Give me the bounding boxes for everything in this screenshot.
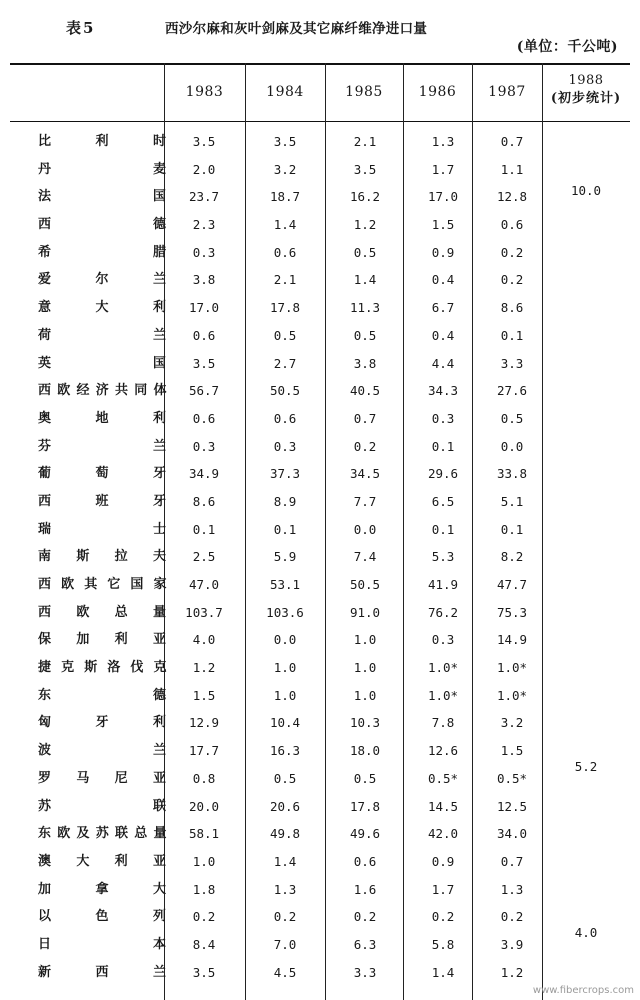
value-cell: 0.0 <box>273 632 297 648</box>
table-row <box>0 377 640 405</box>
value-cell: 1.0* <box>427 660 459 676</box>
value-cell: 37.3 <box>269 466 301 482</box>
value-cell: 8.6 <box>192 493 216 509</box>
value-cell: 0.8 <box>192 770 216 786</box>
value-cell: 3.8 <box>353 355 377 371</box>
value-cell: 17.7 <box>188 743 220 759</box>
header-year-1983: 1983 <box>185 84 224 100</box>
value-cell: 6.3 <box>353 936 377 952</box>
table-row <box>0 294 640 322</box>
value-cell: 2.1 <box>273 272 297 288</box>
value-cell: 17.8 <box>349 798 381 814</box>
value-cell: 1.3 <box>431 134 455 149</box>
value-cell: 27.6 <box>496 383 528 399</box>
value-cell: 17.8 <box>269 300 301 316</box>
value-cell: 0.5 <box>353 770 377 786</box>
value-cell: 34.5 <box>349 466 381 482</box>
table-row <box>0 460 640 488</box>
value-cell: 0.6 <box>500 217 524 233</box>
table-row <box>0 543 640 571</box>
value-cell: 1.4 <box>353 272 377 288</box>
watermark: www.fibercrops.com <box>532 985 634 996</box>
value-cell: 1.0* <box>496 660 528 676</box>
value-cell: 17.0 <box>188 300 220 316</box>
value-cell: 0.5 <box>273 327 297 343</box>
value-cell: 8.4 <box>192 936 216 952</box>
country-name: 西欧其它国家 <box>38 577 166 592</box>
table-body <box>0 128 640 986</box>
value-cell: 16.2 <box>349 189 381 205</box>
country-name: 芬兰 <box>38 438 166 454</box>
value-cell: 50.5 <box>349 577 381 592</box>
value-cell: 1.0 <box>353 687 377 703</box>
table-row <box>0 599 640 627</box>
country-name: 以色列 <box>38 909 166 925</box>
value-cell: 1.3 <box>500 881 524 897</box>
value-cell: 18.0 <box>349 743 381 759</box>
value-cell: 0.5 <box>353 244 377 260</box>
value-cell: 1.0 <box>273 687 297 703</box>
country-name: 意大利 <box>38 300 166 316</box>
header-year-1988 <box>542 72 630 108</box>
value-cell: 0.2 <box>500 272 524 288</box>
value-cell: 2.1 <box>353 134 377 149</box>
value-cell: 1.4 <box>273 853 297 869</box>
table-row <box>0 876 640 904</box>
value-cell: 76.2 <box>427 604 459 620</box>
value-cell: 0.5* <box>427 770 459 786</box>
value-cell: 3.5 <box>353 161 377 177</box>
value-cell: 0.1 <box>431 438 455 454</box>
value-cell: 50.5 <box>269 383 301 399</box>
header-year-1987: 1987 <box>488 84 526 100</box>
value-cell: 23.7 <box>188 189 220 205</box>
table-row <box>0 682 640 710</box>
country-name: 葡萄牙 <box>38 466 166 482</box>
country-name: 荷兰 <box>38 327 166 343</box>
table-row <box>0 571 640 599</box>
country-name: 西德 <box>38 217 166 233</box>
table-row <box>0 156 640 184</box>
value-cell: 12.6 <box>427 743 459 759</box>
value-cell: 7.8 <box>431 715 455 731</box>
value-cell: 0.2 <box>192 909 216 925</box>
value-cell: 3.9 <box>500 936 524 952</box>
value-cell: 1.2 <box>353 217 377 233</box>
value-cell: 0.3 <box>192 244 216 260</box>
table-row <box>0 266 640 294</box>
value-cell: 1.0* <box>427 687 459 703</box>
value-cell: 0.6 <box>192 327 216 343</box>
value-cell: 14.9 <box>496 632 528 648</box>
value-cell: 103.7 <box>185 604 223 620</box>
value-cell: 0.6 <box>192 410 216 426</box>
value-cell: 0.4 <box>431 327 455 343</box>
value-cell: 0.5 <box>500 410 524 426</box>
country-name: 西欧总量 <box>38 604 166 620</box>
table-row <box>0 848 640 876</box>
unit-note: (单位：千公吨) <box>516 39 618 55</box>
value-cell: 4.0 <box>192 632 216 648</box>
value-cell: 0.1 <box>500 521 524 537</box>
value-cell: 3.5 <box>192 355 216 371</box>
value-cell: 6.5 <box>431 493 455 509</box>
country-name: 英国 <box>38 355 166 371</box>
country-name: 瑞士 <box>38 521 166 537</box>
value-cell: 8.2 <box>500 549 524 565</box>
value-cell: 0.1 <box>192 521 216 537</box>
value-cell: 3.8 <box>192 272 216 288</box>
value-cell: 58.1 <box>188 826 220 842</box>
header-1988-note: (初步统计) <box>550 91 622 106</box>
value-cell: 14.5 <box>427 798 459 814</box>
header-year-1986: 1986 <box>418 84 457 100</box>
value-cell: 0.2 <box>431 909 455 925</box>
country-name: 澳大利亚 <box>38 853 166 869</box>
value-cell: 0.2 <box>500 244 524 260</box>
value-cell: 7.7 <box>353 493 377 509</box>
value-cell: 1.3 <box>273 881 297 897</box>
value-cell: 0.5* <box>496 770 528 786</box>
value-cell: 3.5 <box>273 134 297 149</box>
value-cell: 75.3 <box>496 604 528 620</box>
value-cell: 49.8 <box>269 826 301 842</box>
value-cell: 0.1 <box>431 521 455 537</box>
value-cell: 0.1 <box>273 521 297 537</box>
country-name: 保加利亚 <box>38 632 166 648</box>
value-cell: 0.6 <box>273 244 297 260</box>
value-cell: 16.3 <box>269 743 301 759</box>
value-cell: 2.0 <box>192 161 216 177</box>
value-cell: 3.5 <box>192 134 216 149</box>
value-cell: 3.5 <box>192 964 216 980</box>
value-cell: 103.6 <box>266 604 304 620</box>
table-row <box>0 820 640 848</box>
value-cell: 40.5 <box>349 383 381 399</box>
country-name: 法国 <box>38 189 166 205</box>
value-cell: 0.2 <box>500 909 524 925</box>
value-cell: 0.7 <box>500 134 524 149</box>
value-cell: 1.0 <box>273 660 297 676</box>
value-cell: 5.9 <box>273 549 297 565</box>
value-cell: 20.6 <box>269 798 301 814</box>
table-row <box>0 959 640 987</box>
value-1988-western-europe: 10.0 <box>570 183 602 198</box>
value-cell: 0.3 <box>273 438 297 454</box>
value-cell: 0.7 <box>500 853 524 869</box>
country-name: 捷克斯洛伐克 <box>38 660 166 676</box>
value-cell: 0.0 <box>500 438 524 454</box>
value-cell: 1.1 <box>500 161 524 177</box>
value-cell: 1.5 <box>431 217 455 233</box>
value-cell: 1.5 <box>192 687 216 703</box>
table-row <box>0 488 640 516</box>
value-cell: 0.3 <box>431 410 455 426</box>
value-cell: 5.3 <box>431 549 455 565</box>
table-row <box>0 211 640 239</box>
table-row <box>0 516 640 544</box>
value-cell: 6.7 <box>431 300 455 316</box>
value-cell: 0.6 <box>353 853 377 869</box>
value-cell: 2.3 <box>192 217 216 233</box>
country-name: 奥地利 <box>38 410 166 426</box>
value-cell: 12.8 <box>496 189 528 205</box>
value-cell: 0.5 <box>353 327 377 343</box>
value-cell: 0.5 <box>273 770 297 786</box>
table-title: 西沙尔麻和灰叶剑麻及其它麻纤维净进口量 <box>165 21 428 37</box>
country-name: 日本 <box>38 936 166 952</box>
value-cell: 1.4 <box>273 217 297 233</box>
value-cell: 2.7 <box>273 355 297 371</box>
value-cell: 0.7 <box>353 410 377 426</box>
value-cell: 12.9 <box>188 715 220 731</box>
table-row <box>0 654 640 682</box>
value-cell: 5.8 <box>431 936 455 952</box>
value-cell: 53.1 <box>269 577 301 592</box>
value-cell: 34.9 <box>188 466 220 482</box>
value-1988-eastern-europe: 5.2 <box>574 759 598 774</box>
table-row <box>0 626 640 654</box>
value-cell: 12.5 <box>496 798 528 814</box>
value-cell: 1.4 <box>431 964 455 980</box>
value-cell: 5.1 <box>500 493 524 509</box>
value-cell: 4.5 <box>273 964 297 980</box>
table-row <box>0 350 640 378</box>
value-cell: 47.0 <box>188 577 220 592</box>
country-name: 新西兰 <box>38 964 166 980</box>
country-name: 波兰 <box>38 743 166 759</box>
header-year-1985: 1985 <box>345 84 383 100</box>
country-name: 东德 <box>38 687 166 703</box>
table-row <box>0 793 640 821</box>
value-cell: 1.2 <box>192 660 216 676</box>
value-cell: 1.2 <box>500 964 524 980</box>
table-row <box>0 433 640 461</box>
country-name: 西欧经济共同体 <box>38 383 166 399</box>
value-cell: 10.3 <box>349 715 381 731</box>
value-cell: 2.5 <box>192 549 216 565</box>
country-name: 东欧及苏联总量 <box>38 826 166 842</box>
value-cell: 3.3 <box>353 964 377 980</box>
top-rule <box>10 63 630 65</box>
value-cell: 56.7 <box>188 383 220 399</box>
country-name: 比利时 <box>38 134 166 149</box>
value-cell: 1.5 <box>500 743 524 759</box>
value-cell: 20.0 <box>188 798 220 814</box>
value-cell: 18.7 <box>269 189 301 205</box>
value-cell: 33.8 <box>496 466 528 482</box>
value-cell: 0.6 <box>273 410 297 426</box>
header-1988-year: 1988 <box>568 73 604 88</box>
value-cell: 47.7 <box>496 577 528 592</box>
country-name: 希腊 <box>38 244 166 260</box>
value-cell: 1.6 <box>353 881 377 897</box>
value-cell: 0.1 <box>500 327 524 343</box>
country-name: 南斯拉夫 <box>38 549 166 565</box>
country-name: 苏联 <box>38 798 166 814</box>
table-row <box>0 709 640 737</box>
value-cell: 7.4 <box>353 549 377 565</box>
value-cell: 34.0 <box>496 826 528 842</box>
table-row <box>0 239 640 267</box>
table-row <box>0 405 640 433</box>
country-name: 爱尔兰 <box>38 272 166 288</box>
header-year-1984: 1984 <box>266 84 304 100</box>
country-name: 匈牙利 <box>38 715 166 731</box>
value-cell: 91.0 <box>349 604 381 620</box>
value-cell: 0.2 <box>273 909 297 925</box>
value-cell: 3.2 <box>500 715 524 731</box>
table-row <box>0 128 640 156</box>
value-cell: 1.0 <box>353 632 377 648</box>
value-cell: 1.0 <box>353 660 377 676</box>
value-cell: 0.3 <box>192 438 216 454</box>
header-rule <box>10 121 630 122</box>
value-cell: 4.4 <box>431 355 455 371</box>
country-name: 加拿大 <box>38 881 166 897</box>
value-cell: 17.0 <box>427 189 459 205</box>
value-cell: 1.7 <box>431 161 455 177</box>
value-cell: 11.3 <box>349 300 381 316</box>
value-cell: 1.0 <box>192 853 216 869</box>
value-cell: 42.0 <box>427 826 459 842</box>
value-cell: 3.3 <box>500 355 524 371</box>
country-name: 罗马尼亚 <box>38 770 166 786</box>
value-cell: 41.9 <box>427 577 459 592</box>
table-label: 表5 <box>66 19 96 37</box>
country-name: 丹麦 <box>38 161 166 177</box>
value-cell: 0.9 <box>431 244 455 260</box>
value-cell: 1.0* <box>496 687 528 703</box>
value-cell: 34.3 <box>427 383 459 399</box>
value-cell: 8.6 <box>500 300 524 316</box>
value-cell: 0.2 <box>353 909 377 925</box>
value-cell: 0.3 <box>431 632 455 648</box>
value-cell: 3.2 <box>273 161 297 177</box>
value-cell: 0.2 <box>353 438 377 454</box>
value-cell: 7.0 <box>273 936 297 952</box>
value-cell: 29.6 <box>427 466 459 482</box>
table-row <box>0 322 640 350</box>
value-cell: 1.7 <box>431 881 455 897</box>
value-1988-other: 4.0 <box>574 925 598 940</box>
value-cell: 1.8 <box>192 881 216 897</box>
value-cell: 8.9 <box>273 493 297 509</box>
value-cell: 49.6 <box>349 826 381 842</box>
value-cell: 0.4 <box>431 272 455 288</box>
value-cell: 0.0 <box>353 521 377 537</box>
country-name: 西班牙 <box>38 493 166 509</box>
value-cell: 0.9 <box>431 853 455 869</box>
value-cell: 10.4 <box>269 715 301 731</box>
